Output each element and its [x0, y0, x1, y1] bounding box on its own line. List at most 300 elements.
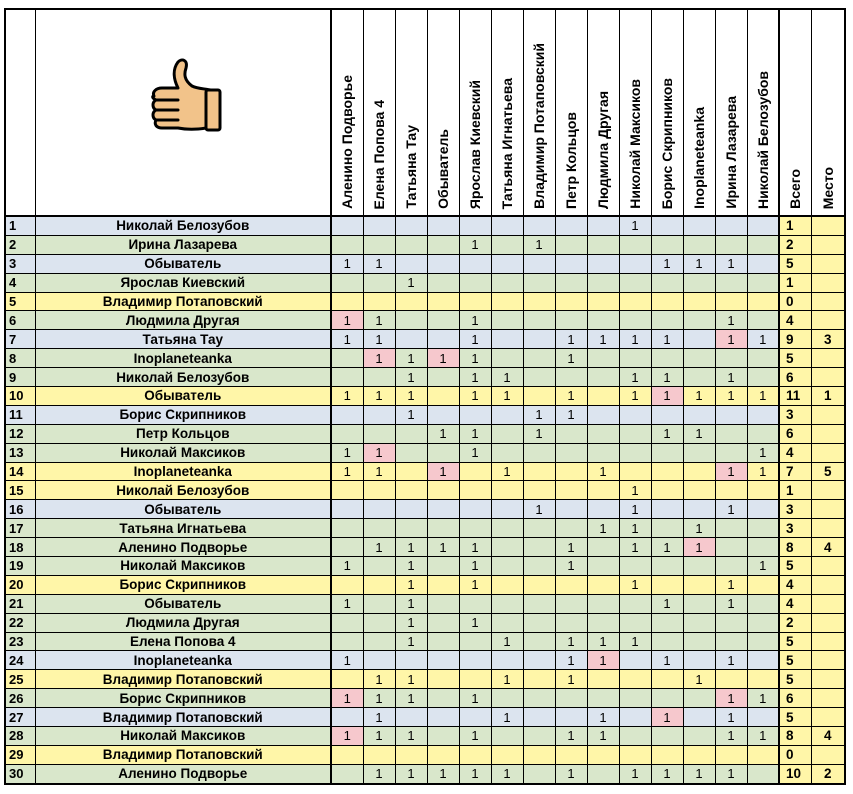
vote-cell [619, 443, 651, 462]
vote-cell [715, 292, 747, 311]
vote-cell [459, 594, 491, 613]
row-number: 9 [5, 368, 35, 387]
row-total: 5 [779, 651, 811, 670]
vote-cell [619, 745, 651, 764]
vote-cell [683, 481, 715, 500]
vote-cell [587, 500, 619, 519]
vote-cell [651, 311, 683, 330]
row-number: 21 [5, 594, 35, 613]
row-number: 11 [5, 405, 35, 424]
row-total: 2 [779, 613, 811, 632]
vote-cell [427, 443, 459, 462]
row-number: 16 [5, 500, 35, 519]
vote-cell [683, 613, 715, 632]
vote-cell [523, 538, 555, 557]
vote-cell [619, 235, 651, 254]
vote-cell [491, 594, 523, 613]
vote-cell [555, 273, 587, 292]
vote-cell [427, 575, 459, 594]
vote-cell [363, 632, 395, 651]
row-place: 4 [811, 538, 845, 557]
row-total: 9 [779, 330, 811, 349]
row-total: 5 [779, 632, 811, 651]
row-name: Елена Попова 4 [35, 632, 331, 651]
row-total: 0 [779, 745, 811, 764]
vote-cell [331, 575, 363, 594]
vote-cell [683, 235, 715, 254]
vote-cell [747, 349, 779, 368]
row-name: Петр Кольцов [35, 424, 331, 443]
table-row [5, 481, 845, 500]
column-header [395, 9, 427, 216]
vote-cell [459, 708, 491, 727]
row-total: 0 [779, 292, 811, 311]
vote-cell [491, 216, 523, 235]
vote-cell [651, 500, 683, 519]
table-row [5, 254, 845, 273]
row-number: 20 [5, 575, 35, 594]
column-header-label: Елена Попова 4 [371, 99, 387, 209]
vote-cell: 1 [715, 727, 747, 746]
row-place [811, 632, 845, 651]
column-header-label: Николай Белозубов [754, 70, 771, 209]
vote-cell [395, 235, 427, 254]
row-total: 3 [779, 405, 811, 424]
column-header [715, 9, 747, 216]
vote-cell: 1 [491, 368, 523, 387]
row-name: Николай Максиков [35, 727, 331, 746]
column-header [523, 9, 555, 216]
vote-cell [587, 216, 619, 235]
vote-cell [523, 368, 555, 387]
vote-cell: 1 [683, 670, 715, 689]
vote-cell [619, 651, 651, 670]
vote-cell [459, 500, 491, 519]
vote-cell: 1 [651, 387, 683, 406]
vote-cell [363, 292, 395, 311]
vote-cell: 1 [395, 764, 427, 783]
vote-cell: 1 [331, 311, 363, 330]
vote-cell [587, 745, 619, 764]
row-total: 5 [779, 557, 811, 576]
vote-cell [363, 613, 395, 632]
vote-cell [427, 292, 459, 311]
vote-cell: 1 [651, 708, 683, 727]
vote-cell [459, 405, 491, 424]
vote-cell: 1 [555, 670, 587, 689]
vote-cell [747, 311, 779, 330]
row-name: Борис Скрипников [35, 689, 331, 708]
vote-cell [587, 689, 619, 708]
vote-cell [683, 632, 715, 651]
vote-cell: 1 [395, 557, 427, 576]
vote-cell: 1 [555, 349, 587, 368]
row-name: Аленино Подворье [35, 538, 331, 557]
vote-cell [395, 330, 427, 349]
row-name: Ярослав Киевский [35, 273, 331, 292]
vote-cell [363, 500, 395, 519]
vote-cell [523, 613, 555, 632]
column-header-label: Петр Кольцов [563, 112, 579, 209]
vote-cell [523, 575, 555, 594]
row-name: Обыватель [35, 500, 331, 519]
row-number: 10 [5, 387, 35, 406]
vote-cell: 1 [715, 708, 747, 727]
vote-cell [523, 349, 555, 368]
vote-cell: 1 [587, 727, 619, 746]
vote-cell: 1 [459, 538, 491, 557]
row-place [811, 311, 845, 330]
vote-cell: 1 [491, 632, 523, 651]
row-total: 8 [779, 538, 811, 557]
vote-cell [555, 311, 587, 330]
results-table-wrapper [4, 8, 846, 785]
vote-cell [683, 330, 715, 349]
vote-cell: 1 [523, 500, 555, 519]
vote-cell: 1 [619, 500, 651, 519]
vote-cell [619, 689, 651, 708]
vote-cell [427, 273, 459, 292]
row-name: Николай Белозубов [35, 216, 331, 235]
row-number: 8 [5, 349, 35, 368]
vote-cell [523, 273, 555, 292]
vote-cell [523, 387, 555, 406]
vote-cell [619, 462, 651, 481]
vote-cell: 1 [555, 651, 587, 670]
row-number: 5 [5, 292, 35, 311]
row-number: 26 [5, 689, 35, 708]
vote-cell: 1 [715, 330, 747, 349]
vote-cell: 1 [395, 368, 427, 387]
vote-cell [683, 745, 715, 764]
table-row [5, 764, 845, 783]
vote-cell [363, 216, 395, 235]
vote-cell [587, 764, 619, 783]
vote-cell: 1 [523, 405, 555, 424]
vote-cell: 1 [395, 613, 427, 632]
vote-cell: 1 [363, 538, 395, 557]
vote-cell: 1 [683, 254, 715, 273]
vote-cell [683, 727, 715, 746]
table-row [5, 519, 845, 538]
header-corner [5, 9, 35, 216]
vote-cell: 1 [683, 764, 715, 783]
row-name: Николай Белозубов [35, 368, 331, 387]
vote-cell [747, 292, 779, 311]
table-row [5, 424, 845, 443]
vote-cell [427, 745, 459, 764]
vote-cell [331, 632, 363, 651]
vote-cell: 1 [363, 462, 395, 481]
header-icon-cell [35, 9, 331, 216]
row-total: 5 [779, 670, 811, 689]
vote-cell [331, 670, 363, 689]
vote-cell [491, 235, 523, 254]
table-row [5, 670, 845, 689]
vote-cell: 1 [395, 538, 427, 557]
vote-cell [555, 443, 587, 462]
vote-cell: 1 [459, 387, 491, 406]
row-name: Inoplaneteanka [35, 462, 331, 481]
vote-cell [427, 330, 459, 349]
vote-cell [395, 424, 427, 443]
vote-cell: 1 [715, 575, 747, 594]
vote-cell [683, 368, 715, 387]
vote-cell: 1 [555, 405, 587, 424]
row-total: 1 [779, 216, 811, 235]
vote-cell [523, 594, 555, 613]
vote-cell: 1 [491, 462, 523, 481]
vote-cell: 1 [715, 651, 747, 670]
vote-cell [651, 689, 683, 708]
row-total: 3 [779, 500, 811, 519]
vote-cell [459, 670, 491, 689]
row-place [811, 273, 845, 292]
column-header-label: Владимир Потаповский [531, 43, 547, 209]
vote-cell [395, 311, 427, 330]
vote-cell [331, 349, 363, 368]
vote-cell [651, 405, 683, 424]
row-number: 18 [5, 538, 35, 557]
vote-cell: 1 [459, 613, 491, 632]
vote-cell [619, 311, 651, 330]
row-total: 11 [779, 387, 811, 406]
vote-cell [363, 594, 395, 613]
vote-cell [747, 708, 779, 727]
vote-cell: 1 [715, 462, 747, 481]
vote-cell [587, 424, 619, 443]
vote-cell [491, 273, 523, 292]
vote-cell [587, 235, 619, 254]
vote-cell [747, 216, 779, 235]
vote-cell [651, 349, 683, 368]
vote-cell [651, 235, 683, 254]
vote-cell: 1 [651, 538, 683, 557]
vote-cell [555, 462, 587, 481]
table-row [5, 405, 845, 424]
vote-cell [651, 443, 683, 462]
vote-cell: 1 [619, 216, 651, 235]
vote-cell [683, 462, 715, 481]
vote-cell [395, 462, 427, 481]
vote-cell [747, 670, 779, 689]
table-row [5, 273, 845, 292]
vote-cell [427, 689, 459, 708]
vote-cell [491, 727, 523, 746]
vote-cell [683, 443, 715, 462]
row-place: 2 [811, 764, 845, 783]
vote-cell: 1 [459, 727, 491, 746]
vote-cell [555, 481, 587, 500]
row-total: 1 [779, 481, 811, 500]
vote-cell: 1 [363, 311, 395, 330]
row-place [811, 519, 845, 538]
vote-cell [491, 330, 523, 349]
vote-cell: 1 [363, 330, 395, 349]
vote-cell [459, 519, 491, 538]
vote-cell: 1 [523, 235, 555, 254]
vote-cell [651, 613, 683, 632]
row-name: Людмила Другая [35, 311, 331, 330]
vote-cell: 1 [427, 764, 459, 783]
vote-cell [587, 405, 619, 424]
row-place [811, 216, 845, 235]
vote-cell: 1 [331, 330, 363, 349]
vote-cell [683, 273, 715, 292]
vote-cell [523, 632, 555, 651]
vote-cell: 1 [459, 330, 491, 349]
vote-cell [459, 462, 491, 481]
vote-cell [491, 745, 523, 764]
row-number: 28 [5, 727, 35, 746]
row-name: Татьяна Тау [35, 330, 331, 349]
row-place [811, 235, 845, 254]
row-place [811, 254, 845, 273]
vote-cell: 1 [715, 254, 747, 273]
vote-cell: 1 [619, 575, 651, 594]
column-header [587, 9, 619, 216]
row-name: Обыватель [35, 254, 331, 273]
table-row [5, 443, 845, 462]
vote-cell [427, 500, 459, 519]
vote-cell [683, 292, 715, 311]
vote-cell [491, 519, 523, 538]
vote-cell: 1 [395, 349, 427, 368]
vote-cell [587, 311, 619, 330]
row-number: 7 [5, 330, 35, 349]
vote-cell: 1 [619, 764, 651, 783]
vote-cell [523, 727, 555, 746]
column-header [747, 9, 779, 216]
vote-cell [491, 405, 523, 424]
row-name: Обыватель [35, 594, 331, 613]
vote-cell [459, 292, 491, 311]
vote-cell: 1 [715, 368, 747, 387]
vote-cell: 1 [459, 349, 491, 368]
vote-cell [715, 273, 747, 292]
row-total: 4 [779, 594, 811, 613]
vote-cell [651, 481, 683, 500]
vote-cell [523, 254, 555, 273]
vote-cell [427, 727, 459, 746]
row-name: Ирина Лазарева [35, 235, 331, 254]
vote-cell: 1 [331, 594, 363, 613]
vote-cell [523, 708, 555, 727]
vote-cell [651, 292, 683, 311]
table-row [5, 216, 845, 235]
row-place [811, 575, 845, 594]
vote-cell: 1 [683, 538, 715, 557]
vote-cell [395, 254, 427, 273]
vote-cell: 1 [651, 368, 683, 387]
vote-cell [459, 254, 491, 273]
vote-cell: 1 [747, 462, 779, 481]
row-number: 24 [5, 651, 35, 670]
vote-cell [747, 368, 779, 387]
vote-cell: 1 [619, 538, 651, 557]
row-place: 5 [811, 462, 845, 481]
column-header-label: Николай Максиков [627, 79, 643, 209]
vote-cell: 1 [715, 594, 747, 613]
vote-cell [491, 557, 523, 576]
vote-cell [683, 594, 715, 613]
vote-cell [651, 745, 683, 764]
vote-cell: 1 [555, 330, 587, 349]
vote-cell [683, 311, 715, 330]
row-name: Владимир Потаповский [35, 670, 331, 689]
table-row [5, 349, 845, 368]
vote-cell [427, 651, 459, 670]
vote-cell [747, 575, 779, 594]
vote-cell: 1 [395, 727, 427, 746]
vote-cell [555, 575, 587, 594]
table-row [5, 575, 845, 594]
table-row [5, 689, 845, 708]
vote-cell: 1 [427, 462, 459, 481]
vote-cell [747, 519, 779, 538]
vote-cell: 1 [747, 689, 779, 708]
vote-cell [363, 405, 395, 424]
vote-cell: 1 [587, 632, 619, 651]
vote-cell [587, 443, 619, 462]
vote-cell: 1 [363, 349, 395, 368]
vote-cell [715, 538, 747, 557]
row-number: 15 [5, 481, 35, 500]
vote-cell [491, 689, 523, 708]
vote-cell: 1 [363, 254, 395, 273]
place-header-label: Место [819, 166, 836, 209]
vote-cell [331, 235, 363, 254]
vote-cell [683, 575, 715, 594]
table-row [5, 235, 845, 254]
vote-cell [331, 424, 363, 443]
column-header-label: Ярослав Киевский [467, 79, 483, 209]
row-number: 30 [5, 764, 35, 783]
vote-cell: 1 [459, 368, 491, 387]
vote-cell [683, 651, 715, 670]
column-header [555, 9, 587, 216]
vote-cell [395, 292, 427, 311]
vote-cell: 1 [651, 594, 683, 613]
results-table [4, 8, 846, 785]
vote-cell [747, 613, 779, 632]
vote-cell: 1 [619, 481, 651, 500]
vote-cell [427, 387, 459, 406]
vote-cell [427, 216, 459, 235]
vote-cell: 1 [555, 387, 587, 406]
vote-cell [587, 481, 619, 500]
header-row [5, 9, 845, 216]
row-place [811, 424, 845, 443]
vote-cell [523, 689, 555, 708]
vote-cell: 1 [651, 424, 683, 443]
row-number: 19 [5, 557, 35, 576]
vote-cell [555, 519, 587, 538]
vote-cell: 1 [747, 330, 779, 349]
vote-cell [619, 670, 651, 689]
thumbs-up-icon [148, 56, 222, 134]
vote-cell [427, 708, 459, 727]
vote-cell [619, 613, 651, 632]
column-header [331, 9, 363, 216]
vote-cell: 1 [459, 424, 491, 443]
vote-cell [491, 651, 523, 670]
vote-cell [427, 368, 459, 387]
table-row [5, 462, 845, 481]
row-name: Борис Скрипников [35, 405, 331, 424]
table-row [5, 368, 845, 387]
vote-cell: 1 [427, 538, 459, 557]
